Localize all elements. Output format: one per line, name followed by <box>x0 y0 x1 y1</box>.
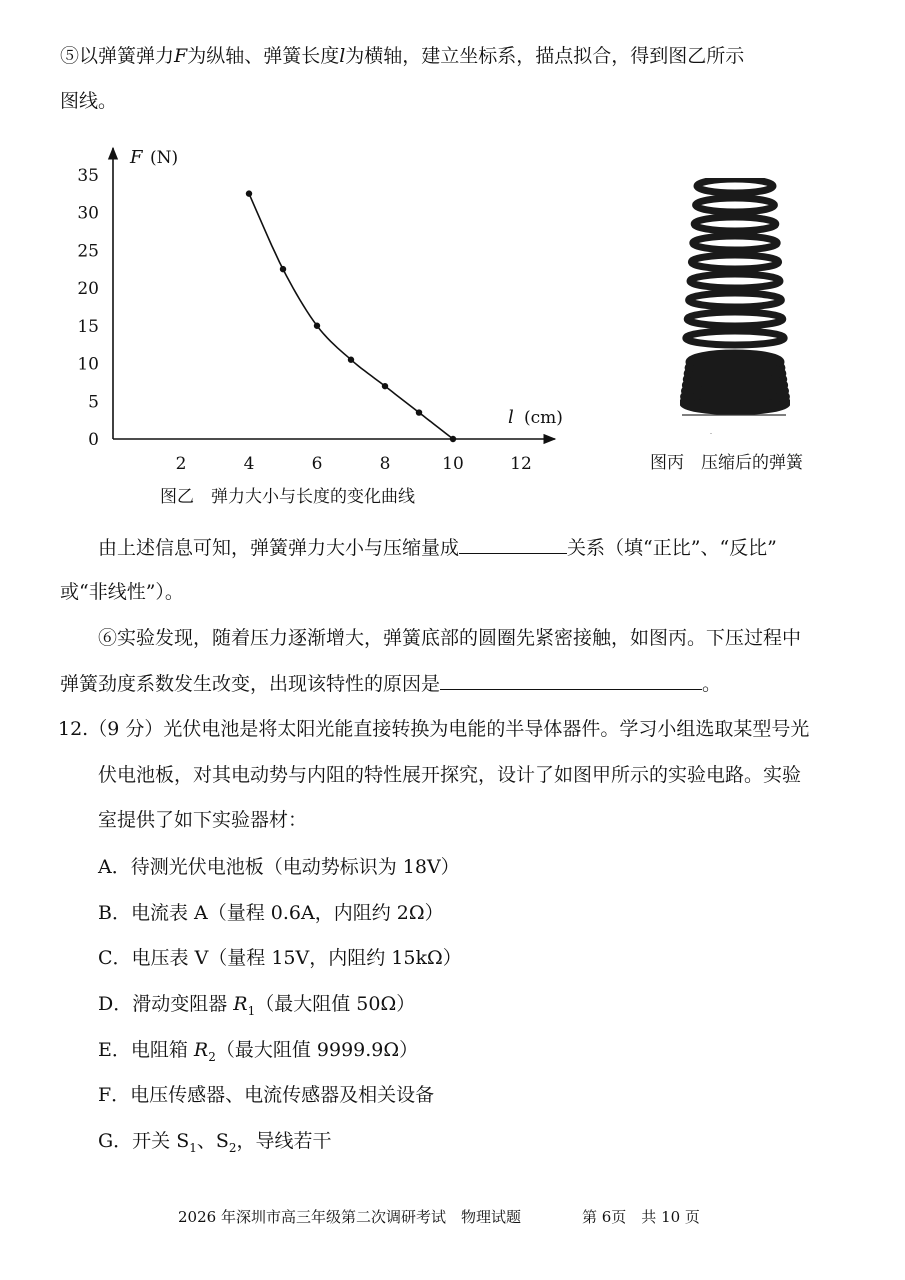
fill-before: 由上述信息可知，弹簧弹力大小与压缩量成 <box>98 537 460 559</box>
q12-line2: 伏电池板，对其电动势与内阻的特性展开探究，设计了如图甲所示的实验电路。实验 <box>98 764 802 786</box>
option-e <box>98 1038 418 1062</box>
q12-number: 12. <box>58 718 89 740</box>
step6-before: 弹簧劲度系数发生改变，出现该特性的原因是 <box>60 673 441 695</box>
data-point <box>280 266 286 272</box>
step5-prefix: ⑤以弹簧弹力 <box>60 45 175 67</box>
option-d <box>98 992 415 1016</box>
answer-blank-relation[interactable] <box>459 535 567 554</box>
x-tick-label: 8 <box>379 454 391 472</box>
step6-line1: ⑥实验发现，随着压力逐渐增大，弹簧底部的圆圈先紧密接触，如图丙。下压过程中 <box>98 627 802 649</box>
compressed-spring-figure <box>680 178 790 434</box>
chart-caption: 图乙 弹力大小与长度的变化曲线 <box>160 487 415 507</box>
footer-page-number: 第 6页 共 10 页 <box>582 1208 700 1226</box>
fill-line2: 或“非线性”）。 <box>60 581 184 603</box>
x-tick-label: 6 <box>311 454 323 472</box>
x-tick-label: 2 <box>175 454 187 472</box>
y-tick-label: 35 <box>77 165 99 186</box>
x-tick-label: 10 <box>442 454 464 472</box>
y-tick-label: 30 <box>77 203 99 224</box>
x-axis-unit: (cm) <box>524 408 563 428</box>
x-tick-label: 12 <box>510 454 532 472</box>
data-point <box>416 409 422 415</box>
step6-after: 。 <box>702 673 722 695</box>
data-point <box>348 357 354 363</box>
step5-l-var: l <box>339 45 346 67</box>
data-point <box>450 436 456 442</box>
fill-after: 关系（填“正比”、“反比” <box>567 537 777 559</box>
option-e-sub: 2 <box>208 1049 216 1064</box>
spring-coil <box>690 274 780 288</box>
option-c: C．电压表 V（量程 15V，内阻约 15kΩ） <box>98 947 462 969</box>
y-tick-label: 5 <box>88 392 99 413</box>
step5-F-var: F <box>174 45 188 67</box>
option-d-sub: 1 <box>247 1003 256 1018</box>
option-g-sub2: 2 <box>228 1140 237 1155</box>
spring-coil <box>696 198 775 212</box>
y-axis-var: F <box>130 147 143 168</box>
x-tick-label: 4 <box>243 454 255 472</box>
data-point <box>382 383 388 389</box>
x-axis-var: l <box>508 407 514 428</box>
step5-mid: 为纵轴、弹簧长度 <box>187 45 340 67</box>
data-point <box>314 323 320 329</box>
step5-suffix: 为横轴，建立坐标系，描点拟合，得到图乙所示 <box>345 45 745 67</box>
y-tick-label: 15 <box>77 316 99 337</box>
spring-coil <box>687 312 783 326</box>
step5-line2: 图线。 <box>60 90 118 112</box>
spring-coil <box>694 217 776 231</box>
option-g-mid: 、S <box>196 1130 229 1152</box>
option-a: A．待测光伏电池板（电动势标识为 18V） <box>98 856 460 878</box>
option-e-pre: E．电阻箱 <box>98 1039 194 1061</box>
spring-coil <box>697 179 773 193</box>
q12-line3: 室提供了如下实验器材： <box>98 809 308 831</box>
spring-coil <box>686 331 784 345</box>
option-d-post: （最大阻值 50Ω） <box>255 993 416 1015</box>
y-tick-label: 0 <box>88 430 99 450</box>
q12-line1 <box>58 717 809 741</box>
step5-line1 <box>60 44 744 68</box>
spring-coil <box>693 236 777 250</box>
y-tick-label: 25 <box>77 241 99 262</box>
option-e-var: R <box>193 1039 209 1061</box>
option-g-post: ，导线若干 <box>236 1130 332 1152</box>
force-length-chart <box>60 142 620 472</box>
spring-figure-caption: 图丙 压缩后的弹簧 <box>650 453 803 473</box>
option-g <box>98 1129 332 1153</box>
spring-coil <box>691 255 778 269</box>
option-e-post: （最大阻值 9999.9Ω） <box>215 1039 419 1061</box>
option-g-sub1: 1 <box>189 1140 197 1155</box>
y-axis-unit: (N) <box>150 148 179 168</box>
q12-intro1: （9 分）光伏电池是将太阳光能直接转换为电能的半导体器件。学习小组选取某型号光 <box>88 718 810 740</box>
fill-line1 <box>98 535 777 560</box>
answer-blank-reason[interactable] <box>440 671 702 690</box>
footer-exam-title: 2026 年深圳市高三年级第二次调研考试 物理试题 <box>178 1208 521 1226</box>
option-d-var: R <box>233 993 248 1015</box>
y-tick-label: 10 <box>77 354 99 375</box>
force-curve <box>249 194 453 439</box>
step6-line2 <box>60 671 721 696</box>
option-f: F．电压传感器、电流传感器及相关设备 <box>98 1084 435 1106</box>
data-point <box>246 190 252 196</box>
option-d-pre: D．滑动变阻器 <box>98 993 234 1015</box>
option-b: B．电流表 A（量程 0.6A，内阻约 2Ω） <box>98 902 444 924</box>
option-g-pre: G．开关 S <box>98 1130 190 1152</box>
spring-coil <box>689 293 782 307</box>
y-tick-label: 20 <box>77 279 99 299</box>
